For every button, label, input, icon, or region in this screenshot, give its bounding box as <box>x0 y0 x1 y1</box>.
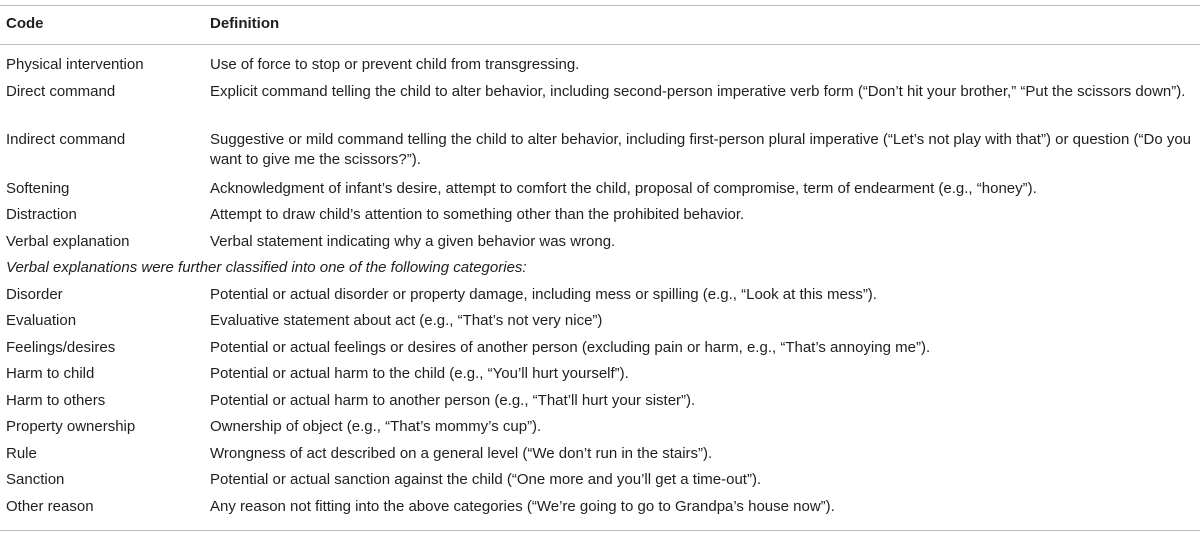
row-definition: Attempt to draw child’s attention to something other than the prohibited behavior. <box>210 206 745 223</box>
row-definition: Evaluative statement about act (e.g., “That’s not very nice”) <box>210 312 603 329</box>
table-note-row <box>0 258 1200 285</box>
row-code: Indirect command <box>6 131 126 148</box>
table-header-rule <box>0 44 1200 45</box>
table-bottom-rule <box>0 530 1200 531</box>
table-top-rule <box>0 5 1200 6</box>
row-definition: Potential or actual harm to another person (e.g., “That’ll hurt your sister”). <box>210 391 696 409</box>
row-definition: Potential or actual sanction against the child (“One more and you’ll get a time-out”). <box>210 471 762 488</box>
row-code: Sanction <box>6 471 65 488</box>
row-definition: Use of force to stop or prevent child from transgressing. <box>210 56 580 73</box>
table-row <box>0 55 1200 82</box>
table-row <box>0 130 1200 179</box>
row-code: Direct command <box>6 82 116 100</box>
table-row <box>0 82 1200 131</box>
table-row <box>0 391 1200 418</box>
row-definition: Ownership of object (e.g., “That’s mommy’s cup”). <box>210 418 542 435</box>
table-row <box>0 417 1200 444</box>
row-definition: Any reason not fitting into the above categories (“We’re going to go to Grandpa’s house now”). <box>210 497 835 515</box>
table-row <box>0 179 1200 206</box>
row-code: Harm to child <box>6 365 95 382</box>
row-code: Physical intervention <box>6 56 144 73</box>
row-definition: Verbal statement indicating why a given behavior was wrong. <box>210 232 616 250</box>
table-note: Verbal explanations were further classified into one of the following categories: <box>6 259 527 276</box>
table-row <box>0 444 1200 471</box>
table-row <box>0 311 1200 338</box>
row-code: Feelings/desires <box>6 338 116 356</box>
table-row <box>0 470 1200 497</box>
row-code: Property ownership <box>6 418 136 435</box>
table-row <box>0 205 1200 232</box>
table-body <box>0 55 1200 523</box>
row-code: Softening <box>6 179 70 197</box>
row-definition: Suggestive or mild command telling the child to alter behavior, including first-person plural imperative (“Let’s not play with that”) or question (“Do you want to give me the scissors?”). <box>210 131 1192 168</box>
row-definition: Potential or actual harm to the child (e.g., “You’ll hurt yourself”). <box>210 365 629 382</box>
row-definition: Acknowledgment of infant’s desire, attempt to comfort the child, proposal of compromise, term of endearment (e.g., “honey”). <box>210 179 1037 197</box>
row-code: Harm to others <box>6 391 106 409</box>
table-header-row <box>0 15 1200 37</box>
table-row <box>0 364 1200 391</box>
table-row <box>0 232 1200 259</box>
row-code: Distraction <box>6 206 77 223</box>
row-code: Other reason <box>6 497 94 515</box>
row-definition: Wrongness of act described on a general level (“We don’t run in the stairs”). <box>210 444 713 462</box>
row-code: Verbal explanation <box>6 232 130 250</box>
table-row <box>0 285 1200 312</box>
row-code: Disorder <box>6 285 63 303</box>
table-row <box>0 497 1200 524</box>
column-header-code: Code <box>6 15 44 32</box>
row-definition: Potential or actual feelings or desires of another person (excluding pain or harm, e.g., “That’s annoying me”). <box>210 338 931 356</box>
row-code: Rule <box>6 444 37 462</box>
row-definition: Potential or actual disorder or property damage, including mess or spilling (e.g., “Look at this mess”). <box>210 285 877 303</box>
row-code: Evaluation <box>6 312 77 329</box>
row-definition: Explicit command telling the child to alter behavior, including second-person imperative verb form (“Don’t hit your brother,” “Put the scissors down”). <box>210 82 1186 100</box>
table-row <box>0 338 1200 365</box>
column-header-definition: Definition <box>210 15 280 32</box>
